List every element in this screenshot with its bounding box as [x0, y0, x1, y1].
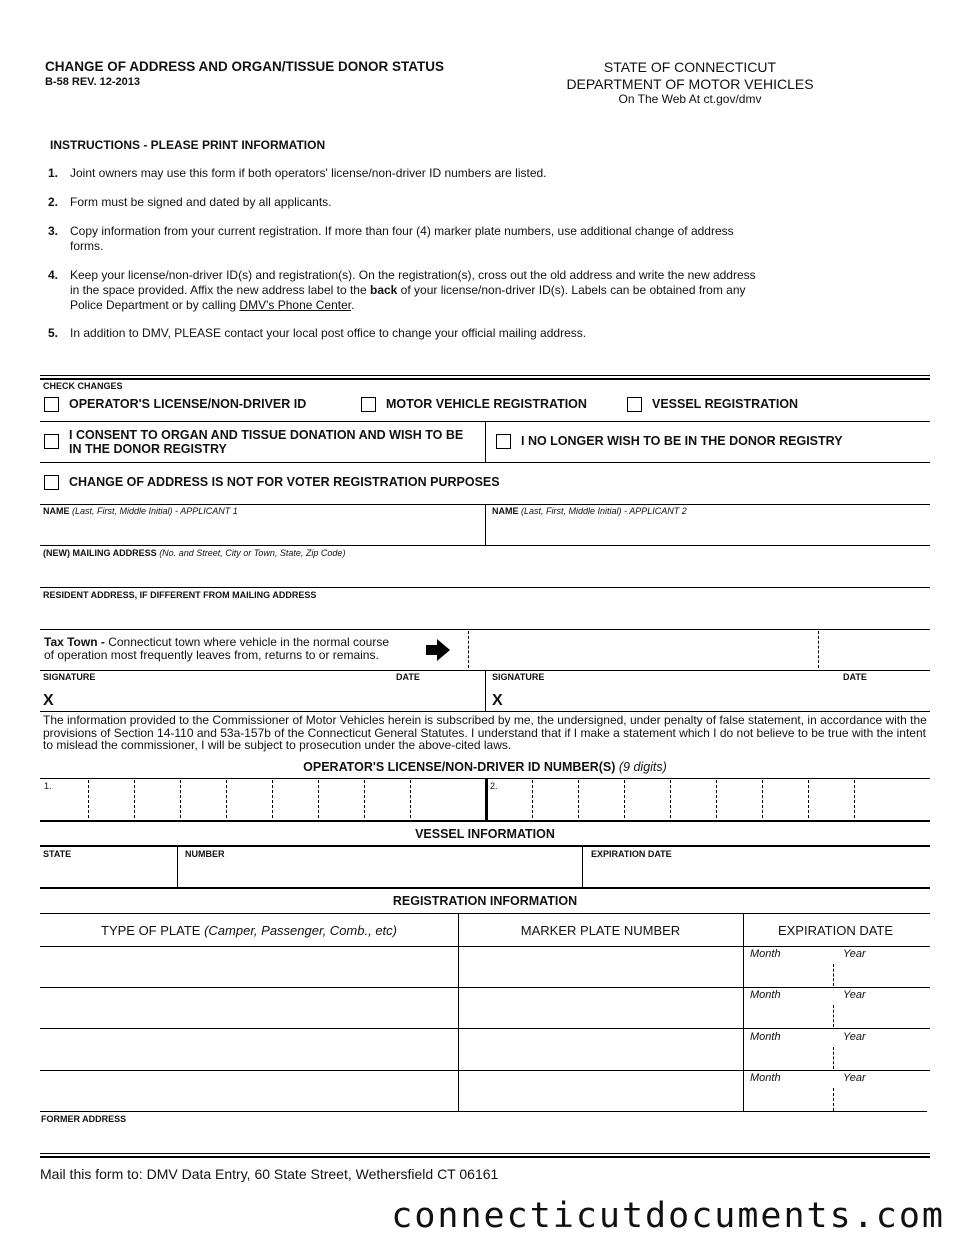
divider — [40, 1156, 930, 1158]
instruction-text: Keep your license/non-driver ID(s) and registration(s). On the registration(s), cross out the old address and write the new address in the space provided. Affix the new address label to the back of your license/non-driver ID(s). Labels can be obtained from any Police Department or by calling DMV's Phone Center. — [70, 268, 756, 312]
brand-watermark: connecticutdocuments.com — [391, 1196, 945, 1236]
marker-plate-field[interactable] — [462, 1073, 740, 1109]
license-number-2-label: 2. — [490, 781, 498, 791]
instruction-text: Form must be signed and dated by all applicants. — [70, 195, 332, 209]
instruction-item — [48, 268, 768, 313]
tax-town-field[interactable] — [472, 633, 814, 666]
expiration-month-field[interactable] — [748, 1086, 830, 1108]
instructions-title: INSTRUCTIONS - PLEASE PRINT INFORMATION — [50, 138, 326, 152]
vessel-number-label: NUMBER — [185, 849, 225, 859]
resident-address-label: RESIDENT ADDRESS, IF DIFFERENT FROM MAILING ADDRESS — [43, 590, 317, 600]
expiration-year-field[interactable] — [838, 1003, 926, 1025]
marker-plate-field[interactable] — [462, 949, 740, 985]
divider — [40, 887, 930, 889]
motor-vehicle-option[interactable]: MOTOR VEHICLE REGISTRATION — [361, 397, 587, 412]
no-longer-donor-checkbox[interactable] — [496, 434, 511, 449]
vessel-number-field[interactable] — [182, 861, 578, 885]
month-year-divider — [833, 964, 834, 986]
former-address-label: FORMER ADDRESS — [41, 1114, 127, 1124]
tax-town-label: Tax Town - Connecticut town where vehicle in the normal course of operation most frequently leaves from, returns to or remains. — [44, 635, 390, 662]
divider — [40, 711, 930, 712]
marker-plate-header: MARKER PLATE NUMBER — [520, 923, 681, 938]
divider — [818, 631, 819, 668]
state-name: STATE OF CONNECTICUT — [603, 59, 777, 75]
name2-label: NAME (Last, First, Middle Initial) - APPLICANT 2 — [492, 506, 687, 516]
expiration-month-field[interactable] — [748, 1003, 830, 1025]
instruction-item — [48, 166, 768, 181]
instruction-number: 1. — [48, 166, 59, 180]
expiration-month-field[interactable] — [748, 1045, 830, 1067]
instruction-text: Copy information from your current registration. If more than four (4) marker plate numbers, use additional change of address forms. — [70, 224, 734, 253]
instruction-number: 2. — [48, 195, 59, 209]
month-label: Month — [750, 1031, 781, 1043]
plate-type-field[interactable] — [42, 1073, 454, 1109]
instruction-number: 3. — [48, 224, 59, 238]
month-year-divider — [833, 1088, 834, 1111]
divider — [40, 1070, 930, 1071]
signature2-label: SIGNATURE — [492, 672, 545, 682]
arrow-right-icon — [425, 638, 451, 662]
divider — [40, 375, 930, 376]
expiration-year-field[interactable] — [838, 1086, 926, 1108]
divider — [458, 913, 459, 1111]
website: On The Web At ct.gov/dmv — [618, 92, 762, 106]
divider — [40, 845, 930, 847]
divider — [177, 846, 178, 888]
instruction-item — [48, 326, 768, 341]
divider — [40, 378, 930, 380]
emphasis-back: back — [369, 283, 398, 297]
license-number-2-field[interactable] — [492, 794, 927, 818]
year-label: Year — [843, 948, 866, 960]
vessel-state-label: STATE — [43, 849, 72, 859]
no-longer-donor-option[interactable]: I NO LONGER WISH TO BE IN THE DONOR REGISTRY — [496, 434, 843, 449]
date1-label: DATE — [396, 672, 420, 682]
divider — [468, 631, 469, 668]
license-number-1-field[interactable] — [44, 794, 482, 818]
divider — [40, 1111, 927, 1112]
divider — [485, 670, 486, 711]
divider — [40, 462, 930, 463]
license-number-1-label: 1. — [44, 781, 52, 791]
instruction-item — [48, 224, 768, 254]
divider — [40, 946, 930, 947]
operators-license-option[interactable]: OPERATOR'S LICENSE/NON-DRIVER ID — [44, 397, 306, 412]
divider — [40, 1153, 930, 1154]
instruction-number: 5. — [48, 326, 59, 340]
year-label: Year — [843, 989, 866, 1001]
consent-donor-label: I CONSENT TO ORGAN AND TISSUE DONATION AND WISH TO BE IN THE DONOR REGISTRY — [69, 428, 464, 456]
vessel-checkbox[interactable] — [627, 397, 642, 412]
operators-license-checkbox[interactable] — [44, 397, 59, 412]
department-name: DEPARTMENT OF MOTOR VEHICLES — [566, 76, 814, 92]
form-number: B-58 REV. 12-2013 — [45, 76, 140, 88]
divider — [40, 629, 930, 630]
month-label: Month — [750, 948, 781, 960]
name1-label: NAME (Last, First, Middle Initial) - APPLICANT 1 — [43, 506, 238, 516]
divider — [40, 545, 930, 546]
divider — [485, 421, 486, 463]
year-label: Year — [843, 1031, 866, 1043]
vessel-expiration-field[interactable] — [587, 861, 927, 885]
divider — [485, 504, 486, 546]
not-voter-checkbox[interactable] — [44, 475, 59, 490]
registration-info-title: REGISTRATION INFORMATION — [392, 894, 578, 908]
instruction-item — [48, 195, 768, 210]
phone-center-link[interactable]: DMV's Phone Center — [239, 298, 352, 312]
declaration-text: The information provided to the Commissioner of Motor Vehicles herein is subscribed by me, the undersigned, under penalty of false statement, in accordance with the provisions of Section 14-110 and 53a-157b of the Connecticut General Statutes. I understand that if I make a statement which I do not believe to be true with the intent to mislead the commissioner, I will be subject to prosecution under the above-cited laws. — [43, 713, 927, 752]
consent-donor-checkbox[interactable] — [44, 434, 59, 449]
vessel-info-title: VESSEL INFORMATION — [415, 827, 555, 841]
marker-plate-field[interactable] — [462, 990, 740, 1026]
instruction-text: Joint owners may use this form if both operators' license/non-driver ID numbers are listed. — [70, 166, 547, 180]
motor-vehicle-checkbox[interactable] — [361, 397, 376, 412]
expiration-year-field[interactable] — [838, 962, 926, 984]
type-of-plate-header: TYPE OF PLATE (Camper, Passenger, Comb., etc) — [101, 923, 397, 938]
signature1-label: SIGNATURE — [43, 672, 96, 682]
plate-type-field[interactable] — [42, 990, 454, 1026]
divider — [40, 913, 930, 914]
marker-plate-field[interactable] — [462, 1032, 740, 1068]
divider — [40, 820, 930, 822]
vessel-state-field[interactable] — [43, 861, 173, 885]
month-label: Month — [750, 989, 781, 1001]
resident-address-field[interactable] — [43, 603, 927, 627]
divider — [485, 778, 488, 820]
mail-to-text: Mail this form to: DMV Data Entry, 60 State Street, Wethersfield CT 06161 — [40, 1166, 499, 1182]
name1-field[interactable] — [43, 520, 481, 544]
not-voter-option[interactable]: CHANGE OF ADDRESS IS NOT FOR VOTER REGISTRATION PURPOSES — [44, 475, 500, 490]
year-label: Year — [843, 1072, 866, 1084]
vessel-option[interactable]: VESSEL REGISTRATION — [627, 397, 798, 412]
vessel-expiration-label: EXPIRATION DATE — [591, 849, 672, 859]
check-changes-label: CHECK CHANGES — [43, 381, 123, 391]
license-numbers-title: OPERATOR'S LICENSE/NON-DRIVER ID NUMBER(S) (9 digits) — [303, 760, 667, 774]
plate-type-field[interactable] — [42, 949, 454, 985]
divider — [582, 846, 583, 888]
name2-field[interactable] — [492, 520, 927, 544]
divider — [743, 913, 744, 1111]
expiration-month-field[interactable] — [748, 962, 830, 984]
former-address-field[interactable] — [41, 1126, 927, 1150]
month-label: Month — [750, 1072, 781, 1084]
signature2-field[interactable]: X — [492, 692, 503, 709]
divider — [40, 987, 930, 988]
instruction-text: In addition to DMV, PLEASE contact your local post office to change your official mailing address. — [70, 326, 587, 340]
expiration-year-field[interactable] — [838, 1045, 926, 1067]
mailing-address-field[interactable] — [43, 561, 927, 585]
form-title: CHANGE OF ADDRESS AND ORGAN/TISSUE DONOR STATUS — [45, 59, 445, 74]
divider — [40, 587, 930, 588]
instruction-number: 4. — [48, 268, 59, 282]
divider — [40, 1028, 930, 1029]
signature1-field[interactable]: X — [43, 692, 54, 709]
month-year-divider — [833, 1047, 834, 1069]
plate-type-field[interactable] — [42, 1032, 454, 1068]
date2-label: DATE — [843, 672, 867, 682]
mailing-address-label: (NEW) MAILING ADDRESS (No. and Street, City or Town, State, Zip Code) — [43, 548, 346, 558]
expiration-date-header: EXPIRATION DATE — [777, 923, 894, 938]
month-year-divider — [833, 1005, 834, 1027]
